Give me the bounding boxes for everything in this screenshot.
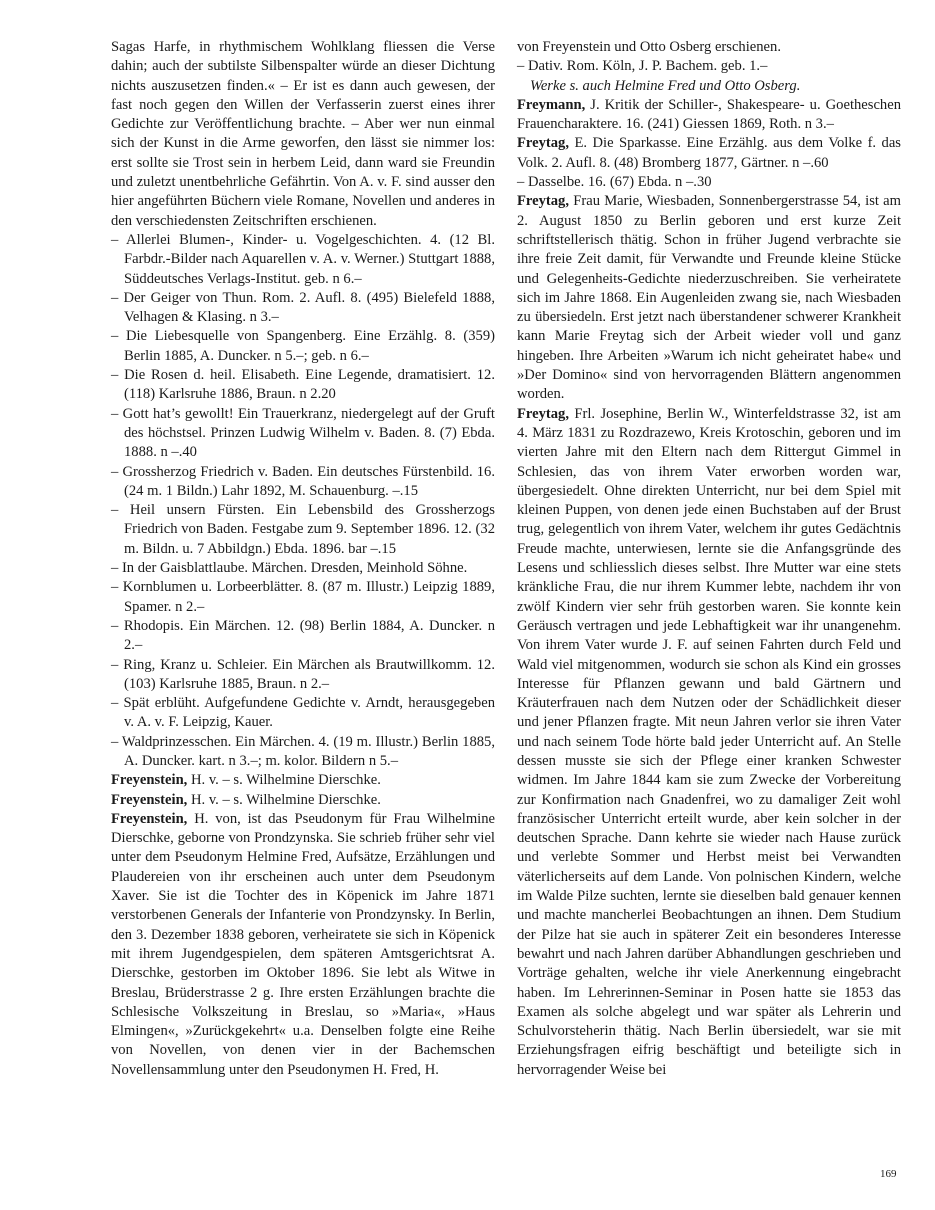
lexicon-entry (111, 791, 495, 810)
entry-headword: Freyenstein, (111, 791, 188, 808)
bibliography-item: – Heil unsern Fürsten. Ein Lebensbild des Grossherzogs Friedrich von Baden. Festgabe zum 9. September 1896. 12. (32 m. Bildn. u. 7 Abbildgn.) Ebda. 1896. bar –.15 (111, 502, 495, 557)
page-number: 169 (880, 1168, 897, 1180)
lexicon-entry (517, 134, 901, 173)
bibliography-item: – Rhodopis. Ein Märchen. 12. (98) Berlin 1884, A. Duncker. n 2.– (111, 617, 495, 654)
entry-headword: Freytag, (517, 405, 570, 422)
entry-text: H. v. – s. Wilhelmine Dierschke. (187, 772, 381, 789)
entry-text: H. von, ist das Pseudonym für Frau Wilhelmine Dierschke, geborne von Prondzynska. Sie schrieb früher sehr viel unter dem Pseudonym Helmine Fred, Aufsätze, Erzählungen und Plaudereien von ihr erscheinen auch unter dem Pseudonym Xaver. Sie ist die Tochter des in Köpenick im Jahre 1871 verstorbenen Generals der Infanterie von Prondzynsky. In Berlin, den 3. Dezember 1838 geboren, verheiratete sie sich in Köpenick mit ihrem Jugendgespielen, dem späteren Amtsgerichtsrat A. Dierschke, gestorben im Oktober 1896. Sie lebt als Witwe in Breslau, Brüderstrasse 2 g. Ihre ersten Erzählungen brachte die Schlesische Volkszeitung in Breslau, so »Maria«, »Haus Elmingen«, »Zurückgekehrt« u.a. Denselben folgte eine Reihe von Novellen, von denen vier in der Bachemschen Novellensammlung unter den Pseudonymen H. Fred, H. (111, 810, 495, 1078)
entry-headword: Freytag, (517, 135, 570, 152)
bibliography-item: – Grossherzog Friedrich v. Baden. Ein deutsches Fürstenbild. 16. (24 m. 1 Bildn.) Lahr 1892, M. Schauenburg. –.15 (111, 463, 495, 499)
right-column (517, 38, 901, 1080)
entry-text: E. Die Sparkasse. Eine Erzählg. aus dem Volke f. das Volk. 2. Aufl. 8. (48) Bromberg 1877, Gärtner. n –.60 (517, 135, 901, 171)
entry-headword: Freyenstein, (111, 772, 188, 789)
lexicon-entry (111, 771, 495, 790)
lexicon-entry (517, 192, 901, 404)
bibliography-item: – Waldprinzesschen. Ein Märchen. 4. (19 m. Illustr.) Berlin 1885, A. Duncker. kart. n 3.–; m. kolor. Bildern n 5.– (111, 733, 495, 769)
entry-text: Frau Marie, Wiesbaden, Sonnenbergerstrasse 54, ist am 2. August 1850 zu Berlin geboren und erst kurze Zeit schriftstellerisch thätig. Schon in früher Jugend verbrachte sie ihre freie Zeit damit, für Verwandte und Freunde kleine Stücke und Gelegenheits-Gedichte niederzuschreiben. Sie verheiratete sich im Jahre 1868. Ein Augenleiden zwang sie, nach Wiesbaden zu übersiedeln. Erst jetzt nach überstandener schwerer Krankheit kann Marie Freytag sich der Arbeit wieder voll und ganz hingeben. Ihre Arbeiten »Warum ich nicht geheiratet habe« und »Der Domino« sind von hervorragenden Blättern angenommen worden. (517, 193, 901, 403)
bibliography-item: – Dasselbe. 16. (67) Ebda. n –.30 (517, 174, 712, 191)
bibliography-item: – Spät erblüht. Aufgefundene Gedichte v. Arndt, herausgegeben v. A. v. F. Leipzig, Kauer. (111, 695, 495, 731)
bibliography-item: – Kornblumen u. Lorbeerblätter. 8. (87 m. Illustr.) Leipzig 1889, Spamer. n 2.– (111, 579, 495, 615)
bibliography-item: – Ring, Kranz u. Schleier. Ein Märchen als Brautwillkomm. 12. (103) Karlsruhe 1885, Braun. n 2.– (111, 656, 495, 692)
lexicon-entry (517, 405, 901, 1080)
paragraph: von Freyenstein und Otto Osberg erschienen. (517, 39, 781, 55)
bibliography-item: – Die Rosen d. heil. Elisabeth. Eine Legende, dramatisiert. 12. (118) Karlsruhe 1886, Braun. n 2.20 (111, 367, 495, 403)
lexicon-entry (111, 810, 495, 1080)
entry-text: Frl. Josephine, Berlin W., Winterfeldstrasse 32, ist am 4. März 1831 zu Rozdrazewo, Kreis Krotoschin, geboren und im vierten Jahre mit den Eltern nach dem Rittergut Gimmel in Schlesien, das von ihrem Vater erworben worden war, übergesiedelt. Ohne direkten Unterricht, nur bei dem Spiel mit kleinen Puppen, von denen jede einen Buchstaben auf der Brust trug, gelegentlich von ihrem Vater, welchem ihr gutes Gedächtnis Freude machte, unterwiesen, lernte sie die Anfangsgründe des Lesens und schliesslich dieses selbst. Ihre Mutter war eine stets kränkliche Frau, die nur ihrem Kummer lebte, nachdem ihr von zwölf Kindern vier sehr früh gestorben waren. Sie konnte kein Geräusch vertragen und jede Lebhaftigkeit war ihr unangenehm. Von ihrem Vater wurde J. F. auf seinen Fahrten durch Feld und Wald viel mitgenommen, wodurch sie schon als Kind ein grosses Interesse für Pflanzen gewann und bald Gärtnern und Kräuterfrauen nach dem Nutzen oder der Schädlichkeit dieser und jener Pflanzen fragte. Mit neun Jahren verlor sie ihren Vater und nach seinem Tode hörte bald jeder Unterricht auf. An Stelle dessen musste sie sich der Pflege einer kranken Schwester widmen. Im Jahre 1844 kam sie zum Zwecke der Vorbereitung zur Konfirmation nach Gnadenfrei, wo zu damaliger Zeit wohl französischer Unterricht erteilt wurde, aber kein solcher in der deutschen Sprache. Dann kehrte sie wieder nach Hause zurück und verlebte Sommer und Herbst meist bei Verwandten väterlicherseits auf dem Lande. Von polnischen Kindern, welche im Walde Pilze suchten, lernte sie dieselben bald genauer kennen und machte mancherlei Beobachtungen an ihnen. Dem Studium der Pilze hat sie auch in späterer Zeit ein besonderes Interesse bewahrt und nach Jahren darüber Abhandlungen geschrieben und Vorträge gehalten, welche ihr viele Anerkennung eingebracht haben. Im Lehrerinnen-Seminar in Posen hatte sie 1853 das Examen als solche abgelegt und war später als Lehrerin und Schulvorsteherin thätig. Nach Berlin übersiedelt, war sie mit Erziehungsfragen eifrig beschäftigt und beteiligte sich in hervorragender Weise bei (517, 405, 901, 1078)
entry-headword: Freytag, (517, 193, 570, 210)
lexicon-entry (517, 96, 901, 135)
entry-headword: Freymann, (517, 96, 586, 113)
bibliography-item: – Dativ. Rom. Köln, J. P. Bachem. geb. 1.– (517, 58, 768, 75)
cross-reference: Werke s. auch Helmine Fred und Otto Osberg. (530, 77, 801, 94)
paragraph: Sagas Harfe, in rhythmischem Wohlklang fliessen die Verse dahin; auch der subtilste Silbenspalter würde an dieser Dichtung nichts auszusetzen finden.« – Er ist es dann auch gewesen, der fast noch gegen den Willen der Verfasserin zuerst eines ihrer Gedichte zur Veröffentlichung brachte. – Aber wer nun einmal sich der Kunst in die Arme geworfen, den lässt sie nimmer los: erst sollte sie Trost sein in herbem Leid, dann ward sie Freundin und zuletzt unentbehrliche Gefährtin. Von A. v. F. sind ausser den hier angeführten Büchern viele Romane, Novellen und anderes in den verschiedensten Zeitschriften erschienen. (111, 39, 495, 229)
entry-headword: Freyenstein, (111, 810, 188, 827)
bibliography-item: – Allerlei Blumen-, Kinder- u. Vogelgeschichten. 4. (12 Bl. Farbdr.-Bilder nach Aquarellen v. A. v. Werner.) Stuttgart 1888, Süddeutsches Verlags-Institut. geb. n 6.– (111, 231, 495, 287)
entry-text: H. v. – s. Wilhelmine Dierschke. (187, 791, 381, 808)
bibliography-item: – Der Geiger von Thun. Rom. 2. Aufl. 8. (495) Bielefeld 1888, Velhagen & Klasing. n 3.– (111, 289, 495, 326)
bibliography-item: – Gott hat’s gewollt! Ein Trauerkranz, niedergelegt auf der Gruft des höchstsel. Prinzen Ludwig Wilhelm v. Baden. 8. (7) Ebda. 1888. n –.40 (111, 405, 495, 461)
bibliography-item: – In der Gaisblattlaube. Märchen. Dresden, Meinhold Söhne. (111, 560, 468, 577)
entry-text: J. Kritik der Schiller-, Shakespeare- u. Goetheschen Frauencharaktere. 16. (241) Giessen 1869, Roth. n 3.– (517, 96, 901, 133)
bibliography-item: – Die Liebesquelle von Spangenberg. Eine Erzählg. 8. (359) Berlin 1885, A. Duncker. n 5.–; geb. n 6.– (111, 328, 495, 364)
left-column (111, 38, 495, 1080)
